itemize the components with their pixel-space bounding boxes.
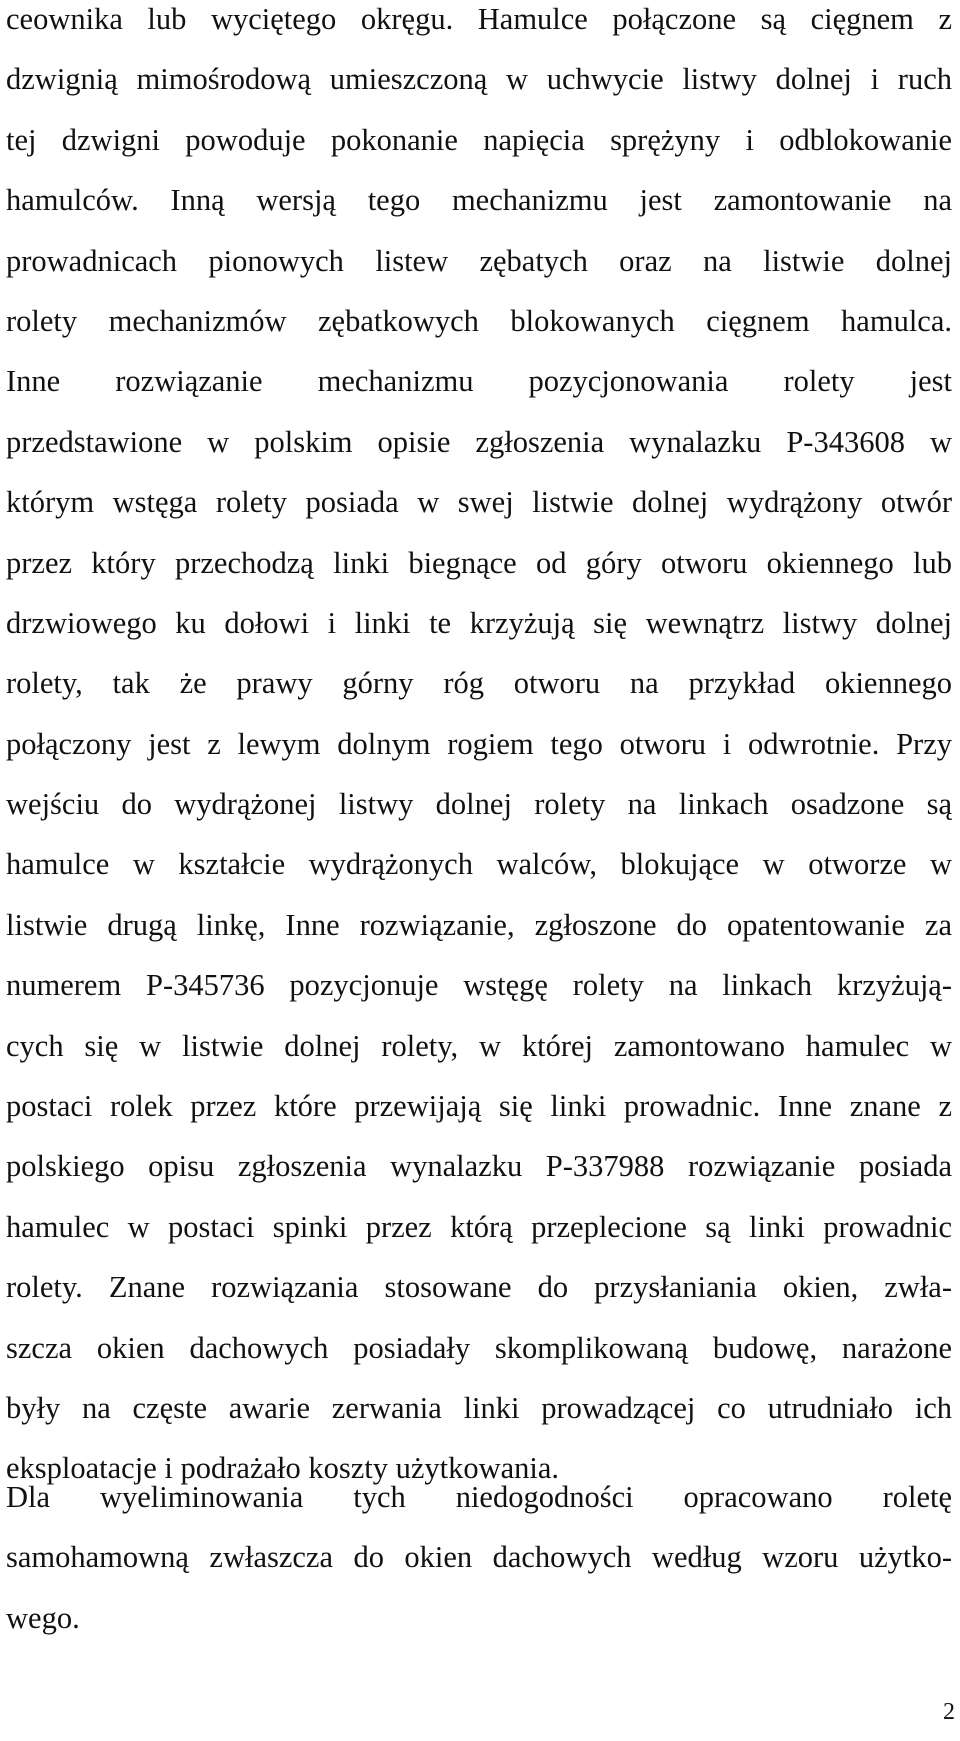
text-line: prowadnicach pionowych listew zębatych oraz na listwie dolnej — [6, 243, 952, 278]
text-line: wego. — [6, 1600, 80, 1635]
text-line: rolety, tak że prawy górny róg otworu na przykład okiennego — [6, 666, 952, 701]
text-line: Dla wyeliminowania tych niedogodności opracowano roletę — [6, 1480, 952, 1514]
text-line: szcza okien dachowych posiadały skomplikowaną budowę, narażone — [6, 1330, 952, 1365]
text-line: przez który przechodzą linki biegnące od góry otworu okiennego lub — [6, 545, 952, 580]
text-line: listwie drugą linkę, Inne rozwiązanie, zgłoszone do opatentowanie za — [6, 907, 952, 942]
text-line: numerem P-345736 pozycjonuje wstęgę rolety na linkach krzyżują- — [6, 968, 952, 1003]
text-line: cych się w listwie dolnej rolety, w której zamontowano hamulec w — [6, 1028, 952, 1063]
text-line: drzwiowego ku dołowi i linki te krzyżują się wewnątrz listwy dolnej — [6, 605, 952, 640]
text-line: dzwignią mimośrodową umieszczoną w uchwycie listwy dolnej i ruch — [6, 62, 952, 97]
text-line: polskiego opisu zgłoszenia wynalazku P-337988 rozwiązanie posiada — [6, 1149, 952, 1184]
text-line: przedstawione w polskim opisie zgłoszenia wynalazku P-343608 w — [6, 424, 952, 459]
text-line: połączony jest z lewym dolnym rogiem tego otworu i odwrotnie. Przy — [6, 726, 952, 761]
text-line: hamulec w postaci spinki przez którą przeplecione są linki prowadnic — [6, 1209, 952, 1244]
text-line: hamulce w kształcie wydrążonych walców, blokujące w otworze w — [6, 847, 952, 882]
text-line: wejściu do wydrążonej listwy dolnej rolety na linkach osadzone są — [6, 787, 952, 822]
text-line: eksploatacje i podrażało koszty użytkowania. — [6, 1451, 560, 1486]
text-line: ceownika lub wyciętego okręgu. Hamulce połączone są cięgnem z — [6, 2, 952, 36]
paragraph-prior-art — [6, 0, 952, 1499]
text-line: były na częste awarie zerwania linki prowadzącej co utrudniało ich — [6, 1390, 952, 1425]
page-number: 2 — [943, 1699, 955, 1725]
text-line: Inne rozwiązanie mechanizmu pozycjonowania rolety jest — [6, 364, 952, 399]
text-line: tej dzwigni powoduje pokonanie napięcia sprężyny i odblokowanie — [6, 122, 952, 157]
paragraph-solution — [6, 1467, 952, 1648]
text-line: hamulców. Inną wersją tego mechanizmu jest zamontowanie na — [6, 183, 952, 218]
text-line: rolety. Znane rozwiązania stosowane do przysłaniania okien, zwła- — [6, 1270, 952, 1305]
text-line: samohamowną zwłaszcza do okien dachowych według wzoru użytko- — [6, 1540, 952, 1575]
text-line: postaci rolek przez które przewijają się linki prowadnic. Inne znane z — [6, 1089, 952, 1124]
text-line: rolety mechanizmów zębatkowych blokowanych cięgnem hamulca. — [6, 303, 952, 338]
text-line: którym wstęga rolety posiada w swej listwie dolnej wydrążony otwór — [6, 485, 952, 520]
